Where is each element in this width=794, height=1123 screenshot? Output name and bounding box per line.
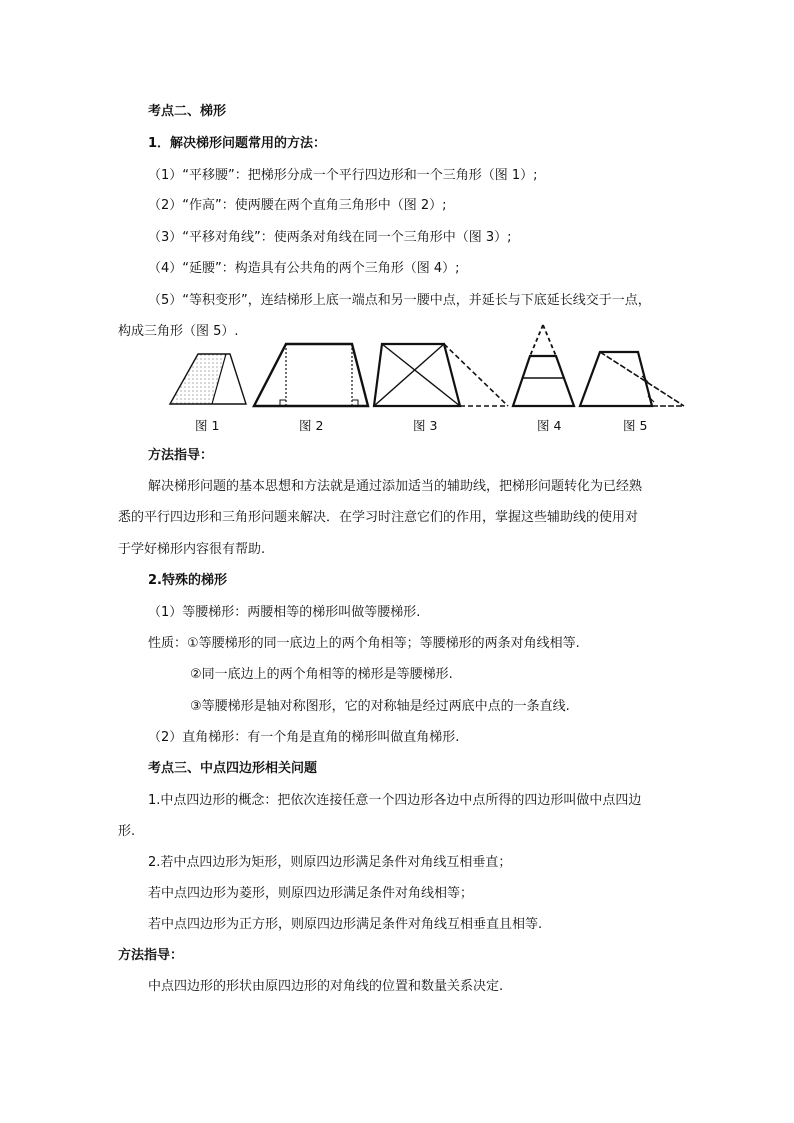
figure-2-diagram — [252, 338, 372, 410]
guide-paragraph-line: 悉的平行四边形和三角形问题来解决．在学习时注意它们的作用，掌握这些辅助线的使用对 — [118, 510, 639, 525]
method-item: （3）“平移对角线”：使两条对角线在同一个三角形中（图 3）; — [148, 230, 512, 245]
section3-guide-heading: 方法指导： — [118, 948, 184, 963]
property-item: 性质：①等腰梯形的同一底边上的两个角相等；等腰梯形的两条对角线相等. — [148, 636, 580, 651]
section3-line: 2.若中点四边形为矩形，则原四边形满足条件对角线互相垂直； — [148, 855, 512, 870]
figure-5-caption: 图 5 — [623, 418, 648, 433]
method-guide-heading: 方法指导： — [148, 448, 214, 463]
guide-paragraph-line: 于学好梯形内容很有帮助. — [118, 542, 266, 557]
method-item: （5）“等积变形”，连结梯形上底一端点和另一腰中点，并延长与下底延长线交于一点， — [148, 293, 651, 308]
isosceles-definition: （1）等腰梯形：两腰相等的梯形叫做等腰梯形. — [148, 605, 421, 620]
figure-4-diagram — [510, 322, 580, 410]
section3-line: 若中点四边形为菱形，则原四边形满足条件对角线相等； — [148, 886, 474, 901]
method-item: （4）“延腰”：构造具有公共角的两个三角形（图 4）; — [148, 261, 460, 276]
section3-line: 若中点四边形为正方形，则原四边形满足条件对角线互相垂直且相等. — [148, 917, 543, 932]
guide-paragraph-line: 解决梯形问题的基本思想和方法就是通过添加适当的辅助线，把梯形问题转化为已经熟 — [148, 479, 643, 494]
special-trapezoid-heading: 2.特殊的梯形 — [148, 573, 227, 588]
method-item-continued: 构成三角形（图 5）. — [118, 324, 239, 339]
section3-line: 形. — [118, 824, 136, 839]
section2-title: 考点二、梯形 — [148, 104, 227, 119]
figure-3-caption: 图 3 — [413, 418, 438, 433]
figure-1-caption: 图 1 — [195, 418, 220, 433]
section3-line: 1.中点四边形的概念：把依次连接任意一个四边形各边中点所得的四边形叫做中点四边 — [148, 793, 642, 808]
figure-4-caption: 图 4 — [537, 418, 562, 433]
figure-2-caption: 图 2 — [299, 418, 324, 433]
property-item: ②同一底边上的两个角相等的梯形是等腰梯形. — [190, 667, 453, 682]
right-trapezoid-definition: （2）直角梯形：有一个角是直角的梯形叫做直角梯形. — [148, 730, 460, 745]
section3-guide-text: 中点四边形的形状由原四边形的对角线的位置和数量关系决定. — [148, 979, 504, 994]
section3-title: 考点三、中点四边形相关问题 — [148, 761, 318, 776]
figure-3-diagram — [372, 338, 512, 410]
method-item: （1）“平移腰”：把梯形分成一个平行四边形和一个三角形（图 1）; — [148, 168, 538, 183]
figure-1-diagram — [168, 338, 248, 406]
method-item: （2）“作高”：使两腰在两个直角三角形中（图 2）; — [148, 198, 447, 213]
figure-5-diagram — [578, 338, 688, 410]
methods-heading: 1．解决梯形问题常用的方法： — [148, 136, 327, 151]
property-item: ③等腰梯形是轴对称图形，它的对称轴是经过两底中点的一条直线. — [190, 699, 570, 714]
